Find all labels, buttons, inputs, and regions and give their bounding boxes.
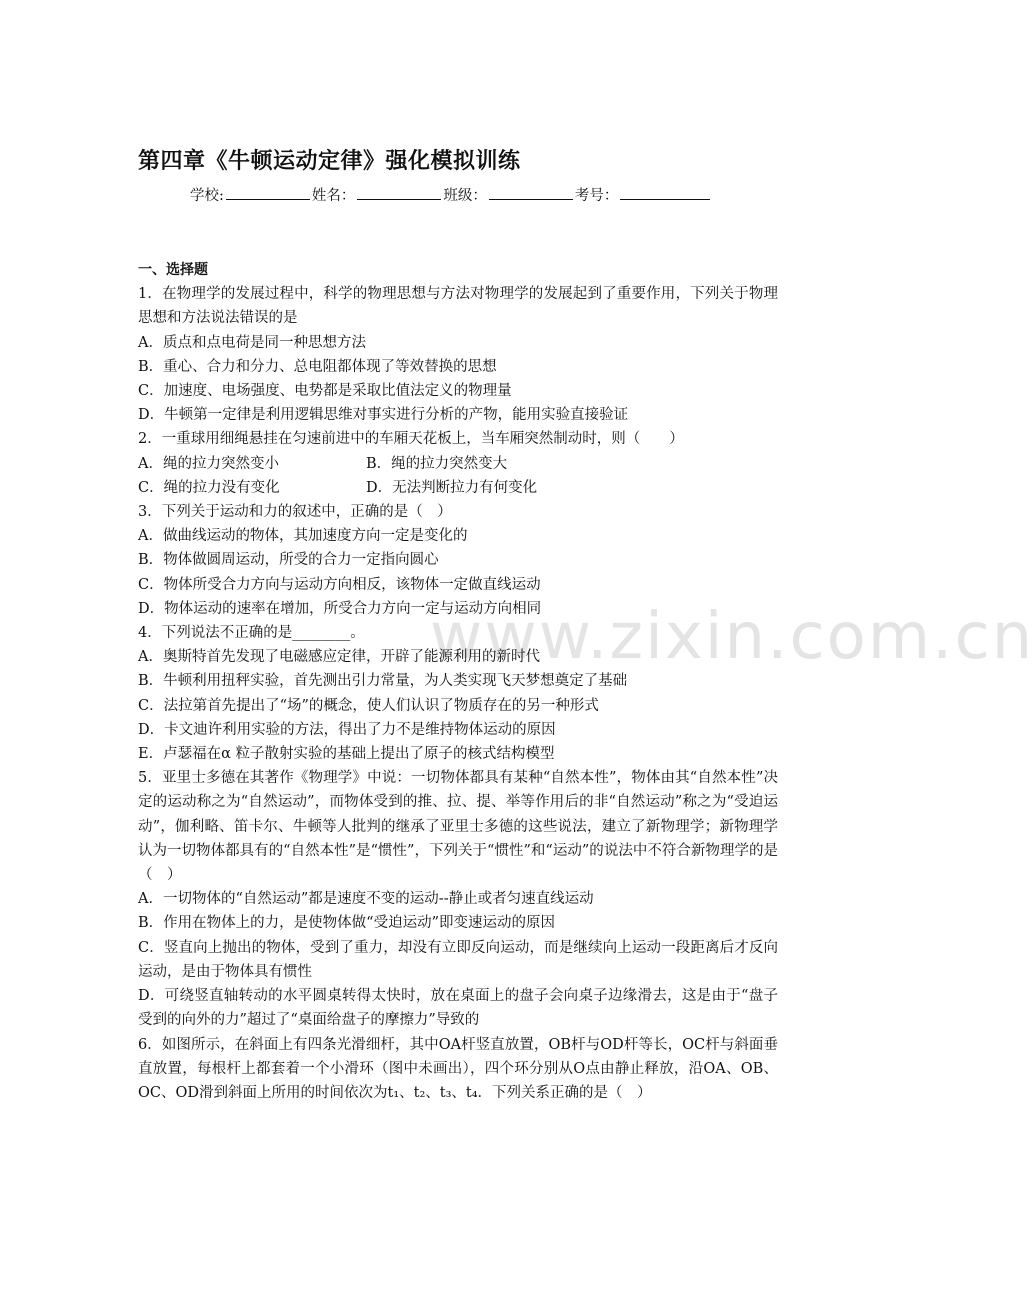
option-b: B．绳的拉力突然变大: [366, 455, 508, 472]
option-a: A．奥斯特首先发现了电磁感应定律，开辟了能源利用的新时代: [138, 649, 540, 666]
option-b: B．作用在物体上的力，是使物体做“受迫运动”即变速运动的原因: [138, 915, 555, 932]
option-d: D．牛顿第一定律是利用逻辑思维对事实进行分析的产物，能用实验直接验证: [138, 407, 629, 424]
question-stem: 1．在物理学的发展过程中，科学的物理思想与方法对物理学的发展起到了重要作用，下列关于物理思想和方法说法错误的是: [138, 286, 778, 327]
number-blank[interactable]: [620, 185, 710, 200]
option-c: C．竖直向上抛出的物体，受到了重力，却没有立即反向运动，而是继续向上运动一段距离后才反向运动，是由于物体具有惯性: [138, 939, 778, 980]
class-blank[interactable]: [489, 185, 573, 200]
option-b: B．重心、合力和分力、总电阻都体现了等效替换的思想: [138, 358, 497, 375]
option-d: D．无法判断拉力有何变化: [366, 479, 538, 496]
question-1: [138, 282, 778, 427]
section-title: 一、选择题: [138, 262, 208, 278]
student-info-line: [190, 184, 712, 205]
option-c: C．物体所受合力方向与运动方向相反，该物体一定做直线运动: [138, 576, 541, 593]
option-b: B．牛顿利用扭秤实验，首先测出引力常量，为人类实现飞天梦想奠定了基础: [138, 673, 628, 690]
name-blank[interactable]: [357, 185, 441, 200]
option-d: D．卡文迪许利用实验的方法，得出了力不是维持物体运动的原因: [138, 721, 556, 738]
watermark: www.zixin.com.cn: [430, 600, 1034, 674]
option-row: [138, 452, 778, 476]
option-d: D．物体运动的速率在增加，所受合力方向一定与运动方向相同: [138, 600, 542, 617]
question-5: [138, 766, 778, 1032]
option-c: C．法拉第首先提出了“场”的概念，使人们认识了物质存在的另一种形式: [138, 697, 599, 714]
question-stem: 2．一重球用细绳悬挂在匀速前进中的车厢天花板上，当车厢突然制动时，则（ ）: [138, 431, 684, 448]
option-row: [138, 476, 778, 500]
question-list: [138, 258, 778, 1105]
option-c: C．绳的拉力没有变化: [138, 479, 280, 496]
option-a: A．做曲线运动的物体，其加速度方向一定是变化的: [138, 528, 468, 545]
question-stem: 4．下列说法不正确的是________。: [138, 625, 365, 642]
option-c: C．加速度、电场强度、电势都是采取比值法定义的物理量: [138, 383, 512, 400]
class-label: 班级：: [443, 188, 487, 204]
option-a: A．质点和点电荷是同一种思想方法: [138, 334, 366, 351]
school-label: 学校:: [190, 188, 224, 204]
question-6: [138, 1033, 778, 1106]
question-stem: 5．亚里士多德在其著作《物理学》中说：一切物体都具有某种“自然本性”，物体由其“自然本性”决定的运动称之为“自然运动”，而物体受到的推、拉、提、举等作用后的非“自然运动”称之为“受迫运动”，伽利略、笛卡尔、牛顿等人批判的继承了亚里士多德的这些说法，建立了新物理学；新物理学认为一切物体都具有的“自然本性”是“惯性”，下列关于“惯性”和“运动”的说法中不符合新物理学的是（ ）: [138, 770, 778, 884]
question-4: [138, 621, 778, 766]
option-a: A．一切物体的“自然运动”都是速度不变的运动--静止或者匀速直线运动: [138, 891, 594, 908]
number-label: 考号：: [574, 188, 619, 204]
question-stem: 6．如图所示，在斜面上有四条光滑细杆，其中OA杆竖直放置，OB杆与OD杆等长，OC杆与斜面垂直放置，每根杆上都套着一个小滑环（图中未画出），四个环分别从O点由静止释放，沿OA、OB、OC、OD滑到斜面上所用的时间依次为t₁、t₂、t₃、t₄．下列关系正确的是（ ）: [138, 1036, 778, 1101]
question-2: [138, 427, 778, 500]
option-b: B．物体做圆周运动，所受的合力一定指向圆心: [138, 552, 439, 569]
question-3: [138, 500, 778, 621]
name-label: 姓名：: [311, 188, 356, 204]
option-a: A．绳的拉力突然变小: [138, 455, 279, 472]
option-e: E．卢瑟福在α 粒子散射实验的基础上提出了原子的核式结构模型: [138, 746, 555, 763]
school-blank[interactable]: [226, 185, 310, 200]
page-title: 第四章《牛顿运动定律》强化模拟训练: [138, 149, 521, 174]
question-stem: 3．下列关于运动和力的叙述中，正确的是（ ）: [138, 504, 452, 521]
option-d: D．可绕竖直轴转动的水平圆桌转得太快时，放在桌面上的盘子会向桌子边缘滑去，这是由于“盘子受到的向外的力”超过了“桌面给盘子的摩擦力”导致的: [138, 988, 778, 1029]
